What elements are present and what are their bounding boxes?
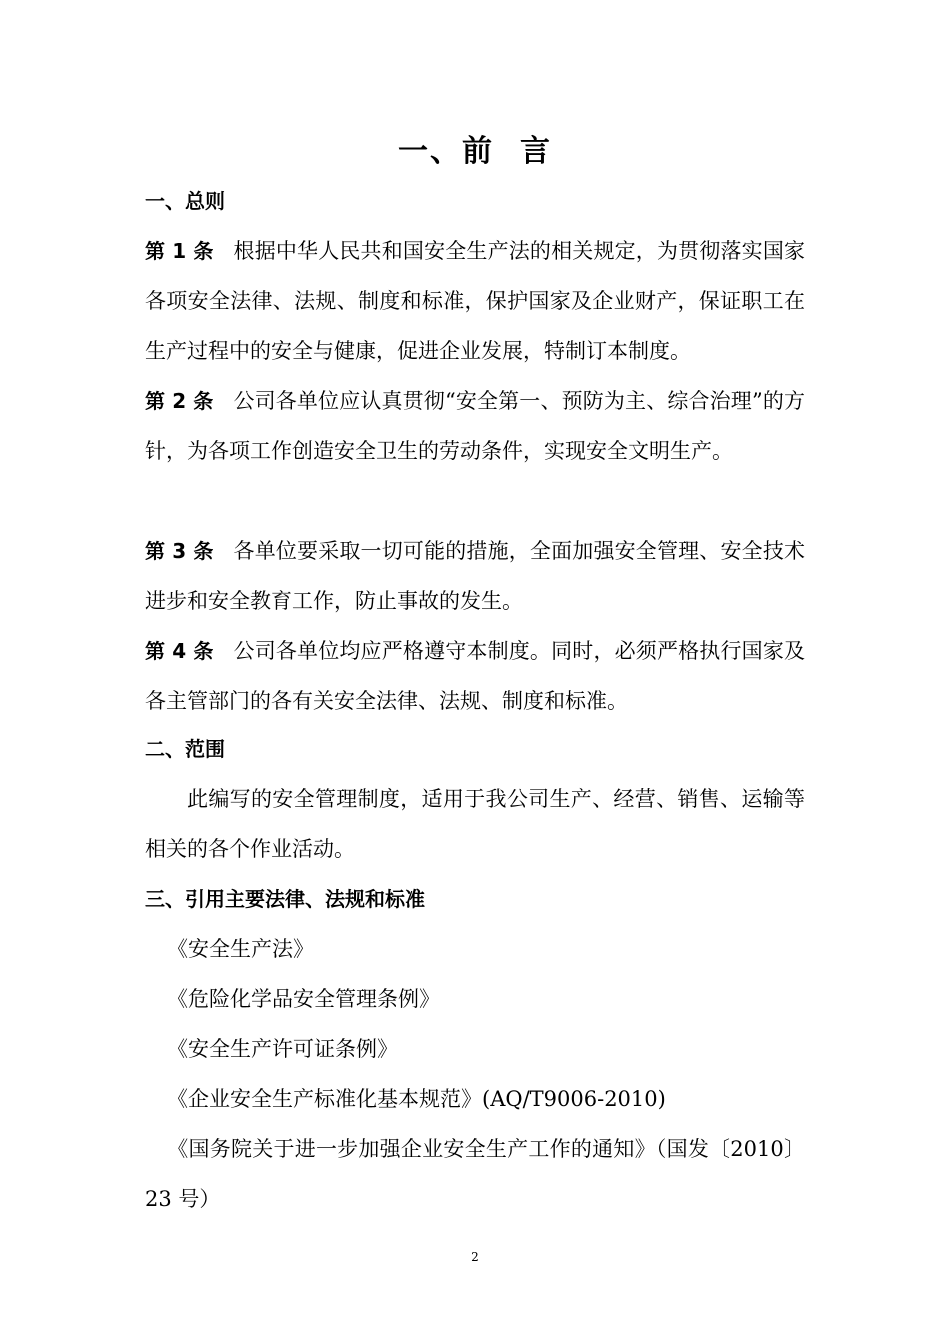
page-title: [0, 132, 950, 172]
title-part-1: 一、前: [398, 134, 494, 169]
reference-item: 《安全生产法》: [167, 937, 314, 961]
scope-text: 此编写的安全管理制度，适用于我公司生产、经营、销售、运输等相关的各个作业活动。: [145, 787, 805, 861]
reference-item: 《安全生产许可证条例》: [167, 1037, 398, 1061]
article-3-label: 第 3 条: [145, 539, 214, 563]
article-2-label: 第 2 条: [145, 389, 214, 413]
section-heading-references: 三、引用主要法律、法规和标准: [145, 887, 425, 911]
article-4-label: 第 4 条: [145, 639, 214, 663]
article-4-text: 公司各单位均应严格遵守本制度。同时，必须严格执行国家及各主管部门的各有关安全法律、法规、制度和标准。: [145, 639, 805, 713]
article-3: [145, 526, 805, 626]
reference-item: 《企业安全生产标准化基本规范》(AQ/T9006-2010): [167, 1087, 666, 1111]
article-2-text: 公司各单位应认真贯彻“安全第一、预防为主、综合治理”的方针，为各项工作创造安全卫生的劳动条件，实现安全文明生产。: [145, 389, 805, 463]
article-1-label: 第 1 条: [145, 239, 214, 263]
reference-item: 《危险化学品安全管理条例》: [167, 987, 440, 1011]
article-2: [145, 376, 805, 476]
article-1: [145, 226, 805, 376]
article-1-text: 根据中华人民共和国安全生产法的相关规定，为贯彻落实国家各项安全法律、法规、制度和标准，保护国家及企业财产，保证职工在生产过程中的安全与健康，促进企业发展，特制订本制度。: [145, 239, 805, 363]
section-heading-general: 一、总则: [145, 189, 225, 213]
reference-item-text: 《国务院关于进一步加强企业安全生产工作的通知》（国发〔2010〕23 号）: [145, 1137, 805, 1211]
article-4: [145, 626, 805, 726]
reference-item: [145, 1124, 805, 1224]
title-part-2: 言: [520, 134, 552, 169]
section-heading-scope: 二、范围: [145, 737, 225, 761]
page-number: 2: [471, 1250, 479, 1264]
article-3-text: 各单位要采取一切可能的措施，全面加强安全管理、安全技术进步和安全教育工作，防止事故的发生。: [145, 539, 805, 613]
